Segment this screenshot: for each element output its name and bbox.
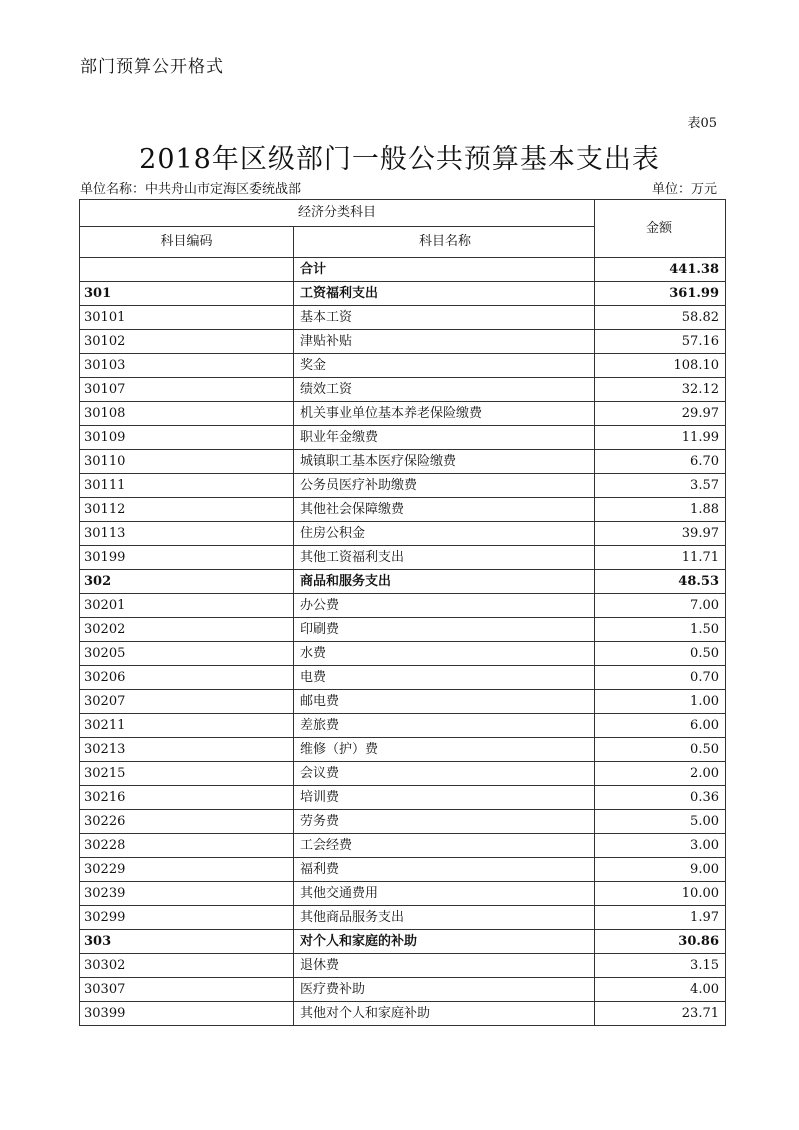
row-amount: 3.57 xyxy=(595,474,726,498)
table-row xyxy=(80,594,726,618)
row-amount: 361.99 xyxy=(595,282,726,306)
row-amount: 1.97 xyxy=(595,906,726,930)
row-code: 30229 xyxy=(80,858,294,882)
table-row xyxy=(80,402,726,426)
row-name: 福利费 xyxy=(294,858,595,882)
row-name: 其他社会保障缴费 xyxy=(294,498,595,522)
row-amount: 3.15 xyxy=(595,954,726,978)
row-name: 其他工资福利支出 xyxy=(294,546,595,570)
row-amount: 48.53 xyxy=(595,570,726,594)
row-code: 30213 xyxy=(80,738,294,762)
row-code: 30228 xyxy=(80,834,294,858)
row-amount: 1.88 xyxy=(595,498,726,522)
table-row xyxy=(80,762,726,786)
row-amount: 0.36 xyxy=(595,786,726,810)
table-row xyxy=(80,618,726,642)
table-row xyxy=(80,330,726,354)
row-name: 医疗费补助 xyxy=(294,978,595,1002)
table-row xyxy=(80,930,726,954)
row-code: 30102 xyxy=(80,330,294,354)
row-amount: 9.00 xyxy=(595,858,726,882)
row-amount: 10.00 xyxy=(595,882,726,906)
page-title: 2018年区级部门一般公共预算基本支出表 xyxy=(139,144,660,175)
table-row xyxy=(80,522,726,546)
row-amount: 6.70 xyxy=(595,450,726,474)
row-amount: 0.50 xyxy=(595,642,726,666)
table-body xyxy=(80,258,726,1026)
row-code: 30113 xyxy=(80,522,294,546)
row-amount: 11.71 xyxy=(595,546,726,570)
table-row xyxy=(80,714,726,738)
row-amount: 5.00 xyxy=(595,810,726,834)
table-number: 表05 xyxy=(687,116,717,131)
row-code: 30239 xyxy=(80,882,294,906)
table-row xyxy=(80,858,726,882)
row-code: 30302 xyxy=(80,954,294,978)
row-name: 奖金 xyxy=(294,354,595,378)
row-code: 301 xyxy=(80,282,294,306)
row-code: 30110 xyxy=(80,450,294,474)
row-amount: 1.50 xyxy=(595,618,726,642)
row-name: 维修（护）费 xyxy=(294,738,595,762)
row-name: 会议费 xyxy=(294,762,595,786)
table-row xyxy=(80,450,726,474)
table-row xyxy=(80,810,726,834)
unit-label: 单位：万元 xyxy=(651,182,717,197)
budget-table xyxy=(79,199,726,1026)
row-code: 30211 xyxy=(80,714,294,738)
row-name: 商品和服务支出 xyxy=(294,570,595,594)
row-amount: 11.99 xyxy=(595,426,726,450)
row-code: 30199 xyxy=(80,546,294,570)
row-code: 30206 xyxy=(80,666,294,690)
row-name: 培训费 xyxy=(294,786,595,810)
row-code: 30307 xyxy=(80,978,294,1002)
table-row xyxy=(80,642,726,666)
code-header: 科目编码 xyxy=(80,227,294,258)
row-amount: 58.82 xyxy=(595,306,726,330)
row-amount: 0.70 xyxy=(595,666,726,690)
table-row xyxy=(80,498,726,522)
table-row xyxy=(80,690,726,714)
table-row xyxy=(80,906,726,930)
table-row xyxy=(80,306,726,330)
row-name: 劳务费 xyxy=(294,810,595,834)
row-name: 城镇职工基本医疗保险缴费 xyxy=(294,450,595,474)
row-code xyxy=(80,258,294,282)
row-amount: 7.00 xyxy=(595,594,726,618)
row-name: 公务员医疗补助缴费 xyxy=(294,474,595,498)
row-amount: 2.00 xyxy=(595,762,726,786)
row-name: 印刷费 xyxy=(294,618,595,642)
table-row xyxy=(80,474,726,498)
row-amount: 4.00 xyxy=(595,978,726,1002)
table-row xyxy=(80,666,726,690)
row-amount: 1.00 xyxy=(595,690,726,714)
unit-name: 单位名称：中共舟山市定海区委统战部 xyxy=(80,182,302,197)
row-code: 30107 xyxy=(80,378,294,402)
row-name: 住房公积金 xyxy=(294,522,595,546)
row-name: 基本工资 xyxy=(294,306,595,330)
table-row xyxy=(80,258,726,282)
table-row xyxy=(80,738,726,762)
row-code: 30112 xyxy=(80,498,294,522)
row-name: 工会经费 xyxy=(294,834,595,858)
table-row xyxy=(80,570,726,594)
table-row xyxy=(80,1002,726,1026)
row-code: 302 xyxy=(80,570,294,594)
row-name: 邮电费 xyxy=(294,690,595,714)
row-amount: 39.97 xyxy=(595,522,726,546)
row-code: 30101 xyxy=(80,306,294,330)
row-code: 30207 xyxy=(80,690,294,714)
row-code: 30202 xyxy=(80,618,294,642)
row-code: 303 xyxy=(80,930,294,954)
table-row xyxy=(80,354,726,378)
row-amount: 6.00 xyxy=(595,714,726,738)
row-name: 工资福利支出 xyxy=(294,282,595,306)
row-name: 退休费 xyxy=(294,954,595,978)
economic-classification-header: 经济分类科目 xyxy=(80,200,595,227)
table-row xyxy=(80,882,726,906)
row-amount: 30.86 xyxy=(595,930,726,954)
row-code: 30108 xyxy=(80,402,294,426)
row-name: 其他对个人和家庭补助 xyxy=(294,1002,595,1026)
table-row xyxy=(80,786,726,810)
row-name: 对个人和家庭的补助 xyxy=(294,930,595,954)
row-code: 30299 xyxy=(80,906,294,930)
table-header xyxy=(80,200,726,258)
row-amount: 32.12 xyxy=(595,378,726,402)
row-amount: 0.50 xyxy=(595,738,726,762)
row-amount: 3.00 xyxy=(595,834,726,858)
row-code: 30215 xyxy=(80,762,294,786)
row-name: 职业年金缴费 xyxy=(294,426,595,450)
row-code: 30103 xyxy=(80,354,294,378)
row-name: 合计 xyxy=(294,258,595,282)
row-code: 30205 xyxy=(80,642,294,666)
row-code: 30111 xyxy=(80,474,294,498)
table-row xyxy=(80,978,726,1002)
row-amount: 23.71 xyxy=(595,1002,726,1026)
row-amount: 29.97 xyxy=(595,402,726,426)
doc-header-label: 部门预算公开格式 xyxy=(80,57,224,77)
name-header: 科目名称 xyxy=(294,227,595,258)
row-name: 其他商品服务支出 xyxy=(294,906,595,930)
row-code: 30201 xyxy=(80,594,294,618)
row-amount: 441.38 xyxy=(595,258,726,282)
table-row xyxy=(80,378,726,402)
row-name: 水费 xyxy=(294,642,595,666)
row-name: 机关事业单位基本养老保险缴费 xyxy=(294,402,595,426)
row-name: 办公费 xyxy=(294,594,595,618)
row-name: 绩效工资 xyxy=(294,378,595,402)
row-name: 其他交通费用 xyxy=(294,882,595,906)
row-name: 津贴补贴 xyxy=(294,330,595,354)
table-row xyxy=(80,426,726,450)
row-code: 30399 xyxy=(80,1002,294,1026)
row-name: 电费 xyxy=(294,666,595,690)
table-row xyxy=(80,954,726,978)
row-code: 30216 xyxy=(80,786,294,810)
table-row xyxy=(80,546,726,570)
row-code: 30109 xyxy=(80,426,294,450)
row-amount: 108.10 xyxy=(595,354,726,378)
table-row xyxy=(80,282,726,306)
row-amount: 57.16 xyxy=(595,330,726,354)
row-code: 30226 xyxy=(80,810,294,834)
amount-header: 金额 xyxy=(595,200,726,258)
table-row xyxy=(80,834,726,858)
row-name: 差旅费 xyxy=(294,714,595,738)
